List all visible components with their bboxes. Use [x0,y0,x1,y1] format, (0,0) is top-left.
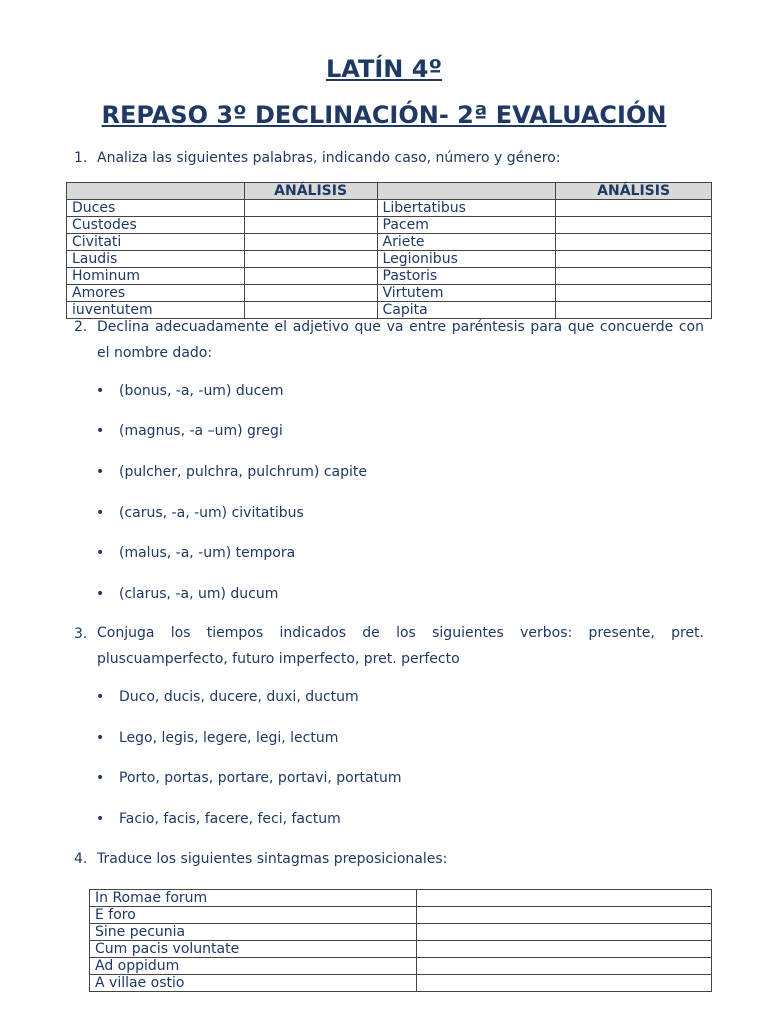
word-cell: Pastoris [377,268,556,285]
table-header-analysis: ANÁLISIS [244,183,377,200]
table-row [90,958,712,975]
table-row [67,200,712,217]
answer-cell[interactable] [244,268,377,285]
list-item [96,464,367,480]
question-1 [74,150,560,166]
list-item-text: (magnus, -a –um) gregi [119,423,283,439]
bullet-icon: • [96,811,105,827]
answer-cell[interactable] [416,890,711,907]
list-item [96,586,278,602]
question-text: Analiza las siguientes palabras, indicando caso, número y género: [97,150,561,166]
bullet-icon: • [96,464,105,480]
phrase-cell: In Romae forum [90,890,417,907]
phrase-cell: Ad oppidum [90,958,417,975]
question-number: 1. [74,150,88,166]
list-item-text: Lego, legis, legere, legi, lectum [119,730,339,746]
list-item [96,383,284,399]
answer-cell[interactable] [556,217,712,234]
table-row [90,941,712,958]
answer-cell[interactable] [416,924,711,941]
phrase-cell: E foro [90,907,417,924]
list-item [96,689,359,705]
answer-cell[interactable] [416,958,711,975]
answer-cell[interactable] [416,975,711,992]
answer-cell[interactable] [416,907,711,924]
answer-cell[interactable] [244,251,377,268]
answer-cell[interactable] [244,200,377,217]
list-item-text: (carus, -a, -um) civitatibus [119,505,304,521]
answer-cell[interactable] [556,251,712,268]
phrase-cell: Sine pecunia [90,924,417,941]
bullet-icon: • [96,586,105,602]
phrase-cell: A villae ostio [90,975,417,992]
table-row [67,268,712,285]
list-item [96,505,304,521]
list-item-text: (pulcher, pulchra, pulchrum) capite [119,464,367,480]
list-item [96,423,283,439]
question-number: 2. [74,319,88,335]
question-text: Traduce los siguientes sintagmas preposicionales: [97,851,448,867]
bullet-icon: • [96,689,105,705]
word-cell: Capita [377,302,556,319]
list-item [96,730,338,746]
word-cell: Virtutem [377,285,556,302]
list-item [96,545,295,561]
table-row [67,217,712,234]
document-subtitle: REPASO 3º DECLINACIÓN- 2ª EVALUACIÓN [101,101,667,129]
table-row [67,285,712,302]
list-item [96,811,341,827]
answer-cell[interactable] [416,941,711,958]
list-item-text: Facio, facis, facere, feci, factum [119,811,341,827]
table-row [67,251,712,268]
question-number: 3. [74,626,88,642]
word-cell: Legionibus [377,251,556,268]
table-row [90,924,712,941]
list-item [96,770,402,786]
answer-cell[interactable] [556,268,712,285]
question-number: 4. [74,851,88,867]
bullet-icon: • [96,545,105,561]
question-4 [74,851,447,867]
word-cell: Duces [67,200,245,217]
phrase-cell: Cum pacis voluntate [90,941,417,958]
list-item-text: (bonus, -a, -um) ducem [119,383,284,399]
answer-cell[interactable] [556,234,712,251]
word-cell: iuventutem [67,302,245,319]
word-cell: Hominum [67,268,245,285]
word-cell: Ariete [377,234,556,251]
analysis-table [66,182,712,319]
question-3-number [74,626,97,642]
table-header-analysis: ANÁLISIS [556,183,712,200]
bullet-icon: • [96,730,105,746]
word-cell: Libertatibus [377,200,556,217]
word-cell: Civitati [67,234,245,251]
table-row [90,907,712,924]
list-item-text: (clarus, -a, um) ducum [119,586,279,602]
table-row [67,234,712,251]
word-cell: Amores [67,285,245,302]
bullet-icon: • [96,383,105,399]
document-title: LATÍN 4º [326,55,442,83]
bullet-icon: • [96,423,105,439]
bullet-icon: • [96,505,105,521]
table-row [90,975,712,992]
answer-cell[interactable] [556,200,712,217]
list-item-text: Duco, ducis, ducere, duxi, ductum [119,689,359,705]
list-item-text: Porto, portas, portare, portavi, portatum [119,770,402,786]
answer-cell[interactable] [556,285,712,302]
word-cell: Laudis [67,251,245,268]
question-2-number [74,319,97,335]
word-cell: Pacem [377,217,556,234]
question-3-text: Conjuga los tiempos indicados de los siguientes verbos: presente, pret. pluscuamperfecto, futuro imperfecto, pret. perfecto [97,625,704,667]
word-cell: Custodes [67,217,245,234]
answer-cell[interactable] [244,217,377,234]
answer-cell[interactable] [244,285,377,302]
bullet-icon: • [96,770,105,786]
translation-table [89,889,712,992]
table-header-cell [377,183,556,200]
list-item-text: (malus, -a, -um) tempora [119,545,296,561]
question-2-text: Declina adecuadamente el adjetivo que va entre paréntesis para que concuerde con el nombre dado: [97,319,704,361]
table-header-cell [67,183,245,200]
table-row [90,890,712,907]
answer-cell[interactable] [244,234,377,251]
table-header-row [67,183,712,200]
